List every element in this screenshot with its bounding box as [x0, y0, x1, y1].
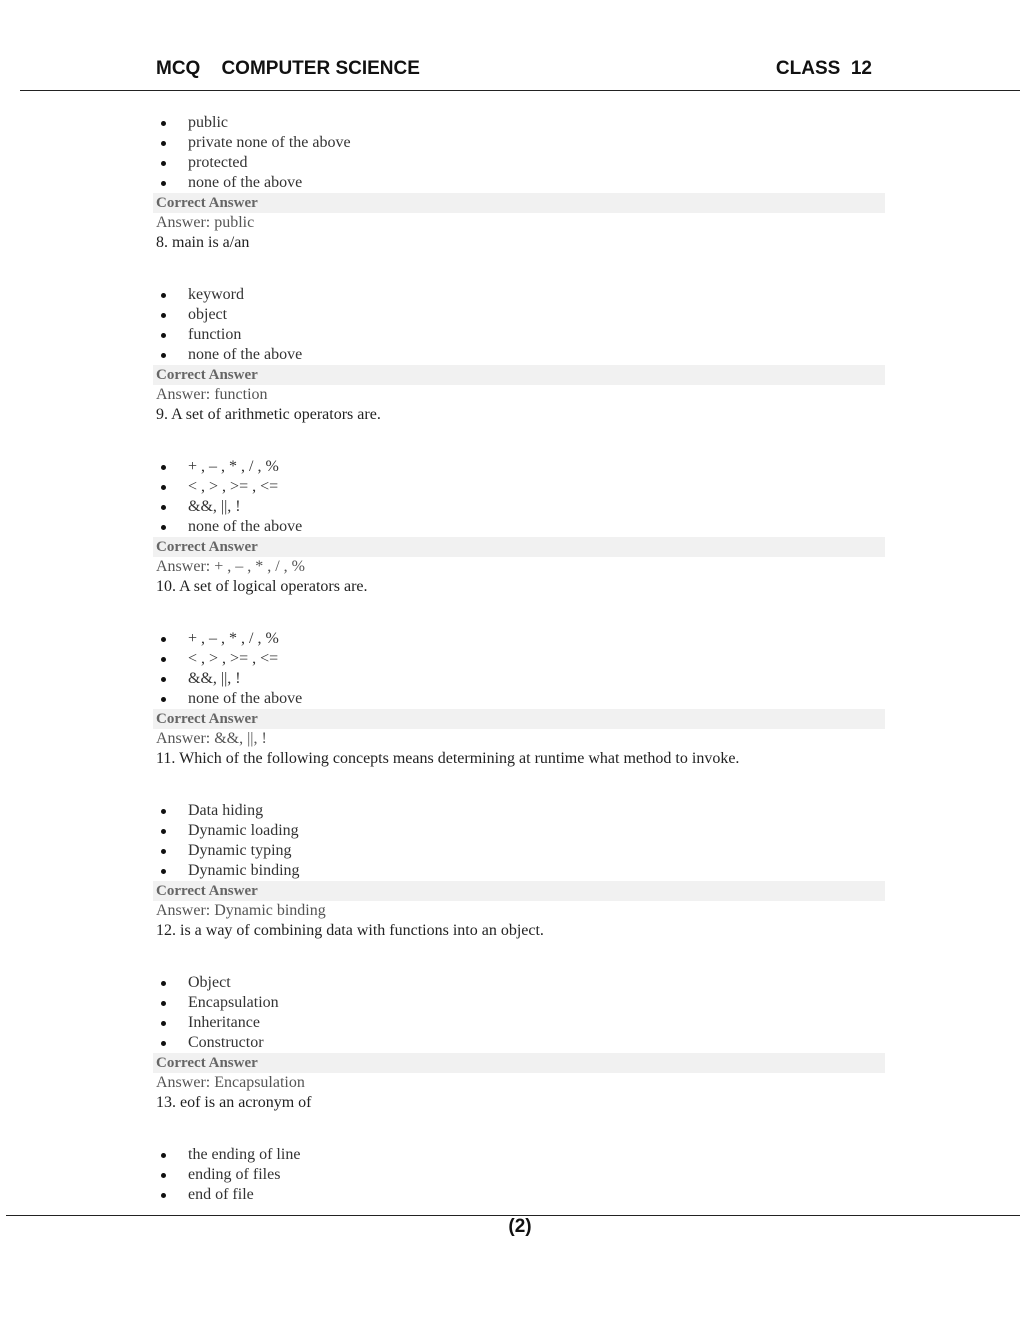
option-item: Dynamic typing — [0, 841, 1020, 861]
question-text: 12. is a way of combining data with functions into an object. — [156, 922, 544, 939]
option-item: &&, ||, ! — [0, 497, 1020, 517]
option-item: < , > , >= , <= — [0, 477, 1020, 497]
option-item: object — [0, 305, 1020, 325]
correct-answer-heading: Correct Answer — [153, 881, 885, 901]
option-list — [0, 285, 1020, 365]
question-text: 13. eof is an acronym of — [156, 1094, 312, 1111]
question-block — [0, 457, 1020, 629]
option-item: none of the above — [0, 345, 1020, 365]
option-list — [0, 1145, 1020, 1205]
correct-answer-heading: Correct Answer — [153, 193, 885, 213]
option-item: none of the above — [0, 517, 1020, 537]
option-list — [0, 457, 1020, 537]
option-list — [0, 801, 1020, 881]
option-list — [0, 973, 1020, 1053]
option-item: Encapsulation — [0, 993, 1020, 1013]
option-item: Object — [0, 973, 1020, 993]
option-item: Constructor — [0, 1033, 1020, 1053]
option-item: Inheritance — [0, 1013, 1020, 1033]
question-text: 10. A set of logical operators are. — [156, 578, 368, 595]
option-list — [0, 113, 1020, 193]
option-item: < , > , >= , <= — [0, 649, 1020, 669]
question-text: 9. A set of arithmetic operators are. — [156, 406, 381, 423]
correct-answer-heading: Correct Answer — [153, 1053, 885, 1073]
answer-text: Answer: &&, ||, ! — [156, 730, 267, 747]
correct-answer-heading: Correct Answer — [153, 537, 885, 557]
question-block — [0, 629, 1020, 801]
option-item: public — [0, 113, 1020, 133]
option-list — [0, 629, 1020, 709]
document-title: MCQ COMPUTER SCIENCE — [156, 58, 420, 79]
option-item: none of the above — [0, 173, 1020, 193]
question-block — [0, 973, 1020, 1145]
question-block — [0, 801, 1020, 973]
question-text: 11. Which of the following concepts means determining at runtime what method to invoke. — [156, 750, 740, 767]
option-item: &&, ||, ! — [0, 669, 1020, 689]
option-item: Dynamic binding — [0, 861, 1020, 881]
question-block — [0, 113, 1020, 285]
option-item: keyword — [0, 285, 1020, 305]
page-number: (2) — [508, 1216, 532, 1237]
option-item: none of the above — [0, 689, 1020, 709]
question-block — [0, 1145, 1020, 1205]
option-item: end of file — [0, 1185, 1020, 1205]
answer-text: Answer: Dynamic binding — [156, 902, 326, 919]
option-item: the ending of line — [0, 1145, 1020, 1165]
option-item: function — [0, 325, 1020, 345]
header-divider — [20, 90, 1020, 91]
answer-text: Answer: function — [156, 386, 268, 403]
option-item: ending of files — [0, 1165, 1020, 1185]
page-header — [156, 58, 872, 84]
answer-text: Answer: + , – , * , / , % — [156, 558, 306, 575]
answer-text: Answer: Encapsulation — [156, 1074, 305, 1091]
option-item: + , – , * , / , % — [0, 457, 1020, 477]
option-item: protected — [0, 153, 1020, 173]
option-item: Data hiding — [0, 801, 1020, 821]
correct-answer-heading: Correct Answer — [153, 365, 885, 385]
option-item: Dynamic loading — [0, 821, 1020, 841]
option-item: + , – , * , / , % — [0, 629, 1020, 649]
option-item: private none of the above — [0, 133, 1020, 153]
class-label: CLASS 12 — [775, 58, 872, 79]
question-text: 8. main is a/an — [156, 234, 250, 251]
answer-text: Answer: public — [156, 214, 255, 231]
correct-answer-heading: Correct Answer — [153, 709, 885, 729]
mcq-content — [0, 113, 1020, 1205]
question-block — [0, 285, 1020, 457]
